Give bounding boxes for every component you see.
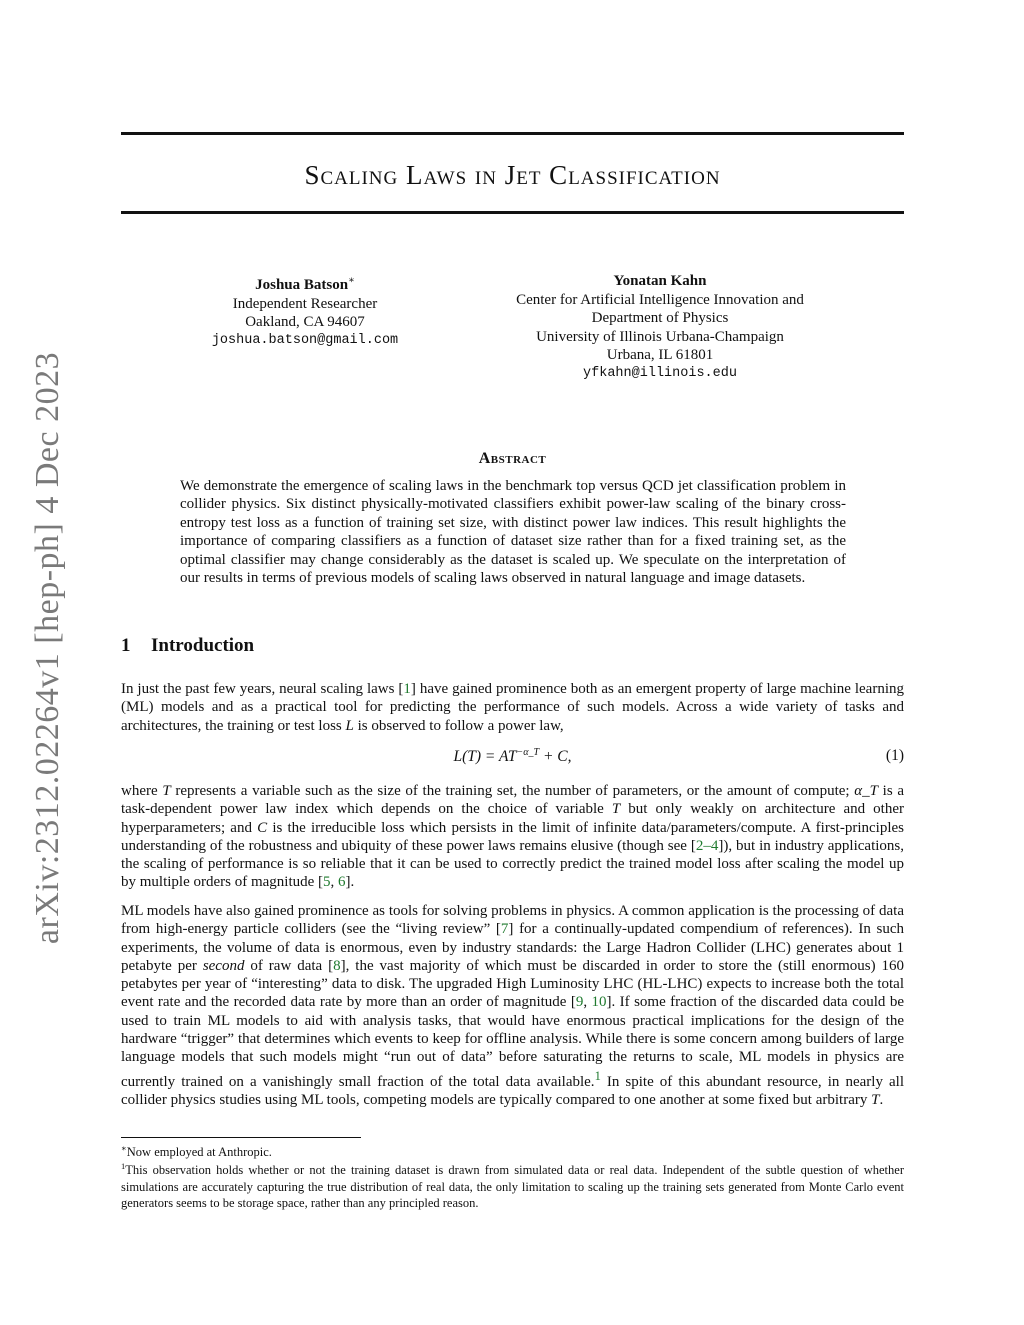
author-name: Joshua Batson (255, 277, 349, 293)
author-email[interactable]: yfkahn@illinois.edu (583, 365, 737, 381)
math-variable: T (871, 1091, 880, 1108)
math-variable: T (162, 783, 171, 799)
author-footnote-mark: ∗ (348, 275, 355, 286)
equation-1 (121, 747, 904, 769)
citation-link[interactable]: 6 (338, 874, 346, 891)
paragraph-power-law: where T represents a variable such as the size of the training set, the number of parameters, or the amount of compute; α_T is a task-dependent power law index which depends on the choice of variable T but only weakly on architecture and other hyperparameters; and C is the irreducible loss which persists in the limit of infinite data/parameters/compute. A first-principles understanding of the robustness and ubiquity of these power laws remains elusive (though see [2–4]), but in industry applications, the scaling of performance is so reliable that it can be used to correctly predict the trained model loss after scaling the model up by multiple orders of magnitude [5, 6]. (121, 783, 904, 891)
author-block-1 (180, 272, 430, 350)
abstract-body: We demonstrate the emergence of scaling laws in the benchmark top versus QCD jet classification problem in collider physics. Six distinct physically-motivated classifiers exhibit power-law scaling of the binary cross-entropy test loss as a function of training set size, with distinct power law indices. This result highlights the importance of comparing classifiers as a function of dataset size rather than for a fixed training set, as the optimal classifier may change considerably as the dataset is scaled up. We speculate on the interpretation of our results in terms of previous models of scaling laws observed in natural language and image datasets. (180, 478, 846, 587)
author-address: Oakland, CA 94607 (245, 314, 365, 330)
citation-link[interactable]: 1 (403, 681, 411, 697)
citation-link[interactable]: 5 (323, 874, 331, 891)
abstract-heading: Abstract (478, 450, 547, 467)
title-rule-top (121, 132, 904, 135)
footnote-link[interactable]: 1 (594, 1068, 601, 1083)
footnote-1: ∗Now employed at Anthropic. (121, 1143, 272, 1160)
citation-link[interactable]: 9 (575, 994, 584, 1011)
footnote-2: $^1$This observation holds whether or not the training dataset is drawn from simulated data or real data. Independent of the subtle question of whether simulations are accurately capturing the true distribution of real data, the only limitation to scaling up the training sets generated from Monte Carlo event generators seems to be storage space, rather than any principled reason. (121, 1161, 904, 1211)
equation-expression: $L(T) = AT^{-\alpha\_T} + C$, (453, 747, 572, 766)
arxiv-identifier: arXiv:2312.02264v1 [hep-ph] 4 Dec 2023 (29, 351, 66, 945)
author-block-2 (455, 272, 865, 383)
author-department: Department of Physics (591, 310, 729, 326)
math-variable: α_T (854, 783, 878, 799)
math-variable: L (345, 717, 354, 734)
citation-link[interactable]: 10 (591, 994, 607, 1011)
author-email[interactable]: joshua.batson@gmail.com (211, 332, 399, 348)
title-rule-bottom (121, 211, 904, 214)
section-number: 1 (121, 635, 131, 656)
arxiv-sidebar (26, 351, 70, 945)
math-variable: T (611, 801, 621, 818)
math-variable: C (257, 819, 268, 836)
author-university: University of Illinois Urbana-Champaign (536, 328, 784, 345)
author-name: Yonatan Kahn (613, 273, 707, 289)
citation-link[interactable]: 7 (500, 921, 509, 938)
paragraph-physics: ML models have also gained prominence as tools for solving problems in physics. A common application is the processing of data from high-energy particle colliders (see the “living review” [7] for a continually-updated compendium of references). In such experiments, the volume of data is enormous, even by industry standards: the Large Hadron Collider (LHC) generates about 1 petabyte per second of raw data [8], the vast majority of which must be discarded in order to store the (still enormous) 160 petabytes per year of “interesting” data to disk. The upgraded High Luminosity LHC (HL-LHC) expects to increase both the total event rate and the recorded data rate by more than an order of magnitude [9, 10]. If some fraction of the discarded data could be used to train ML models to aid with analysis tasks, that would have enormous practical implications for the design of the hardware “trigger” that determines which events to keep for offline analysis. While there is some concern among builders of large language models that such models might “run out of data” before saturating the returns to scale, ML models in physics are currently trained on a vanishingly small fraction of the total data available.$^1$ In spite of this abundant resource, in nearly all collider physics studies using ML tools, competing models are typically compared to one another at some fixed but arbitrary T. (121, 903, 904, 1108)
paper-title: Scaling Laws in Jet Classification (304, 160, 721, 190)
citation-link[interactable]: 2–4 (695, 837, 719, 854)
emphasis-text: second (202, 957, 245, 974)
equation-number: (1) (885, 747, 904, 764)
author-affiliation: Center for Artificial Intelligence Innovation and (516, 291, 804, 308)
footnote-rule (121, 1137, 361, 1138)
section-title: Introduction (151, 635, 255, 656)
section-heading (121, 635, 254, 657)
paragraph-intro: In just the past few years, neural scaling laws [1] have gained prominence both as an emergent property of large machine learning (ML) models and as a practical tool for predicting the performance of such models. Across a wide variety of tasks and architectures, the training or test loss L is observed to follow a power law, (121, 681, 904, 734)
citation-link[interactable]: 8 (333, 957, 341, 974)
author-address: Urbana, IL 61801 (606, 347, 714, 363)
author-affiliation: Independent Researcher (232, 295, 378, 312)
